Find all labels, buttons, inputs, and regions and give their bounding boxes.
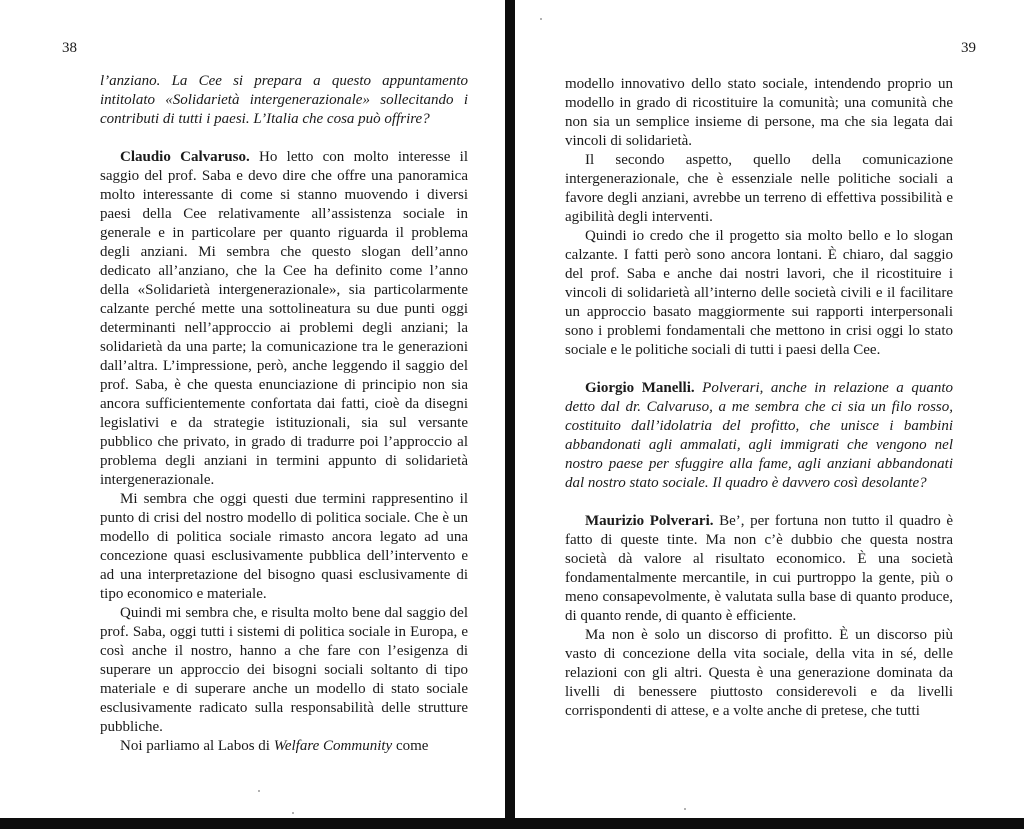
paragraph (100, 737, 468, 756)
speaker-name: Claudio Calvaruso. (120, 149, 250, 165)
paragraph-text: come (392, 738, 429, 754)
scan-speck (540, 18, 542, 20)
paragraph: Quindi mi sembra che, e risulta molto bene dal saggio del prof. Saba, oggi tutti i sistemi di politica sociale in Europa, e così anche il nostro, hanno a che fare con l’esigenza di superare un approccio dei bisogni sociali soltanto di tipo materiale e di superare anche un modello di stato sociale esclusivamente radicato sulla responsabilità delle strutture pubbliche. (100, 605, 468, 735)
polverari-paragraph (565, 512, 953, 626)
intro-question: l’anziano. La Cee si prepara a questo appuntamento intitolato «Solidarietà intergenerazionale» sollecitando i contributi di tutti i paesi. L’Italia che cosa può offrire? (100, 73, 468, 127)
manelli-question (565, 379, 953, 493)
paragraph: Ma non è solo un discorso di profitto. È un discorso più vasto di concezione della vita sociale, della vita in sé, delle relazioni con gli altri. Questa è una generazione dominata da livelli di benessere piuttosto considerevoli e da livelli corrispondenti di attese, e a volte anche di pretese, che tutti (565, 627, 953, 719)
page-number-right: 39 (961, 40, 976, 56)
scan-bottom-edge (0, 818, 1024, 829)
paragraph: Quindi io credo che il progetto sia molto bello e lo slogan calzante. I fatti però sono ancora lontani. È chiaro, dal saggio del prof. Saba e anche dai nostri lavori, che il ricostituire i vincoli di solidarietà all’interno delle società civili e il facilitare un approccio basato maggiormente sui rapporti interpersonali sono i problemi fondamentali che mettono in crisi oggi lo stato sociale e le politiche sociali di tutti i paesi della Cee. (565, 228, 953, 358)
left-page-body (100, 72, 468, 756)
emphasis-text: Welfare Community (273, 738, 393, 754)
scan-speck (292, 812, 294, 814)
paragraph-text: Be’, per fortuna non tutto il quadro è fatto di queste tinte. Ma non c’è dubbio che questa nostra società dà valore al risultato economico. È una società fondamentalmente mercantile, in cui purtroppo la gente, più o meno consapevolmente, è valutata sulla base di quanto produce, di quanto rende, di quanto è efficiente. (565, 513, 953, 624)
paragraph: Mi sembra che oggi questi due termini rappresentino il punto di crisi del nostro modello di politica sociale. Che è un modello di politica sociale rimasto ancora legato ad una concezione quasi esclusivamente pubblica dell’intervento e ad una interpretazione del bisogno quasi esclusivamente di tipo economico e materiale. (100, 491, 468, 602)
calvaruso-paragraph (100, 148, 468, 490)
speaker-name: Maurizio Polverari. (585, 513, 714, 529)
right-page (515, 0, 1024, 829)
question-text: Polverari, anche in relazione a quanto detto dal dr. Calvaruso, a me sembra che ci sia un filo rosso, costituito dall’idolatria del profitto, che unisce i bambini abbandonati agli ammalati, agli immigrati che vengono nel nostro paese per sfuggire alla fame, agli anziani abbandonati dal nostro stato sociale. Il quadro è davvero così desolante? (565, 380, 953, 491)
right-page-body (565, 75, 953, 721)
scan-speck (684, 808, 686, 810)
paragraph: modello innovativo dello stato sociale, intendendo proprio un modello in grado di ricostituire la comunità; una comunità che non sia un semplice insieme di persone, ma che sia legata dai vincoli di solidarietà. (565, 76, 953, 149)
scan-speck (258, 790, 260, 792)
page-number-left: 38 (62, 40, 77, 56)
speaker-name: Giorgio Manelli. (585, 380, 695, 396)
left-page (0, 0, 505, 829)
paragraph-text: Noi parliamo al Labos di (120, 738, 274, 754)
paragraph-text: Ho letto con molto interesse il saggio del prof. Saba e devo dire che offre una panoramica molto interessante di come si stanno muovendo i diversi paesi della Cee relativamente all’assistenza sociale in generale e in particolare per quanto riguarda il problema degli anziani. Mi sembra che questo slogan dell’anno dedicato all’anziano, che la Cee ha definito come l’anno della «Solidarietà intergenerazionale», sia particolarmente calzante perché mette una sottolineatura su due punti oggi determinanti nell’approccio ai problemi degli anziani; la solidarietà da una parte; la comunicazione tra le generazioni dall’altra. L’impressione, però, anche leggendo il saggio del prof. Saba, è che questa enunciazione di principio non sia ancora sufficientemente confortata dai fatti, cioè da disegni legislativi e da strategie istituzionali, sia sul versante pubblico che privato, in grado di tradurre poi l’approccio al problema degli anziani in termini appunto di solidarietà intergenerazionale. (100, 149, 468, 488)
paragraph: Il secondo aspetto, quello della comunicazione intergenerazionale, che è essenziale nelle politiche sociali a favore degli anziani, avrebbe un terreno di effettiva possibilità e agibilità degli interventi. (565, 152, 953, 225)
book-gutter (505, 0, 515, 829)
